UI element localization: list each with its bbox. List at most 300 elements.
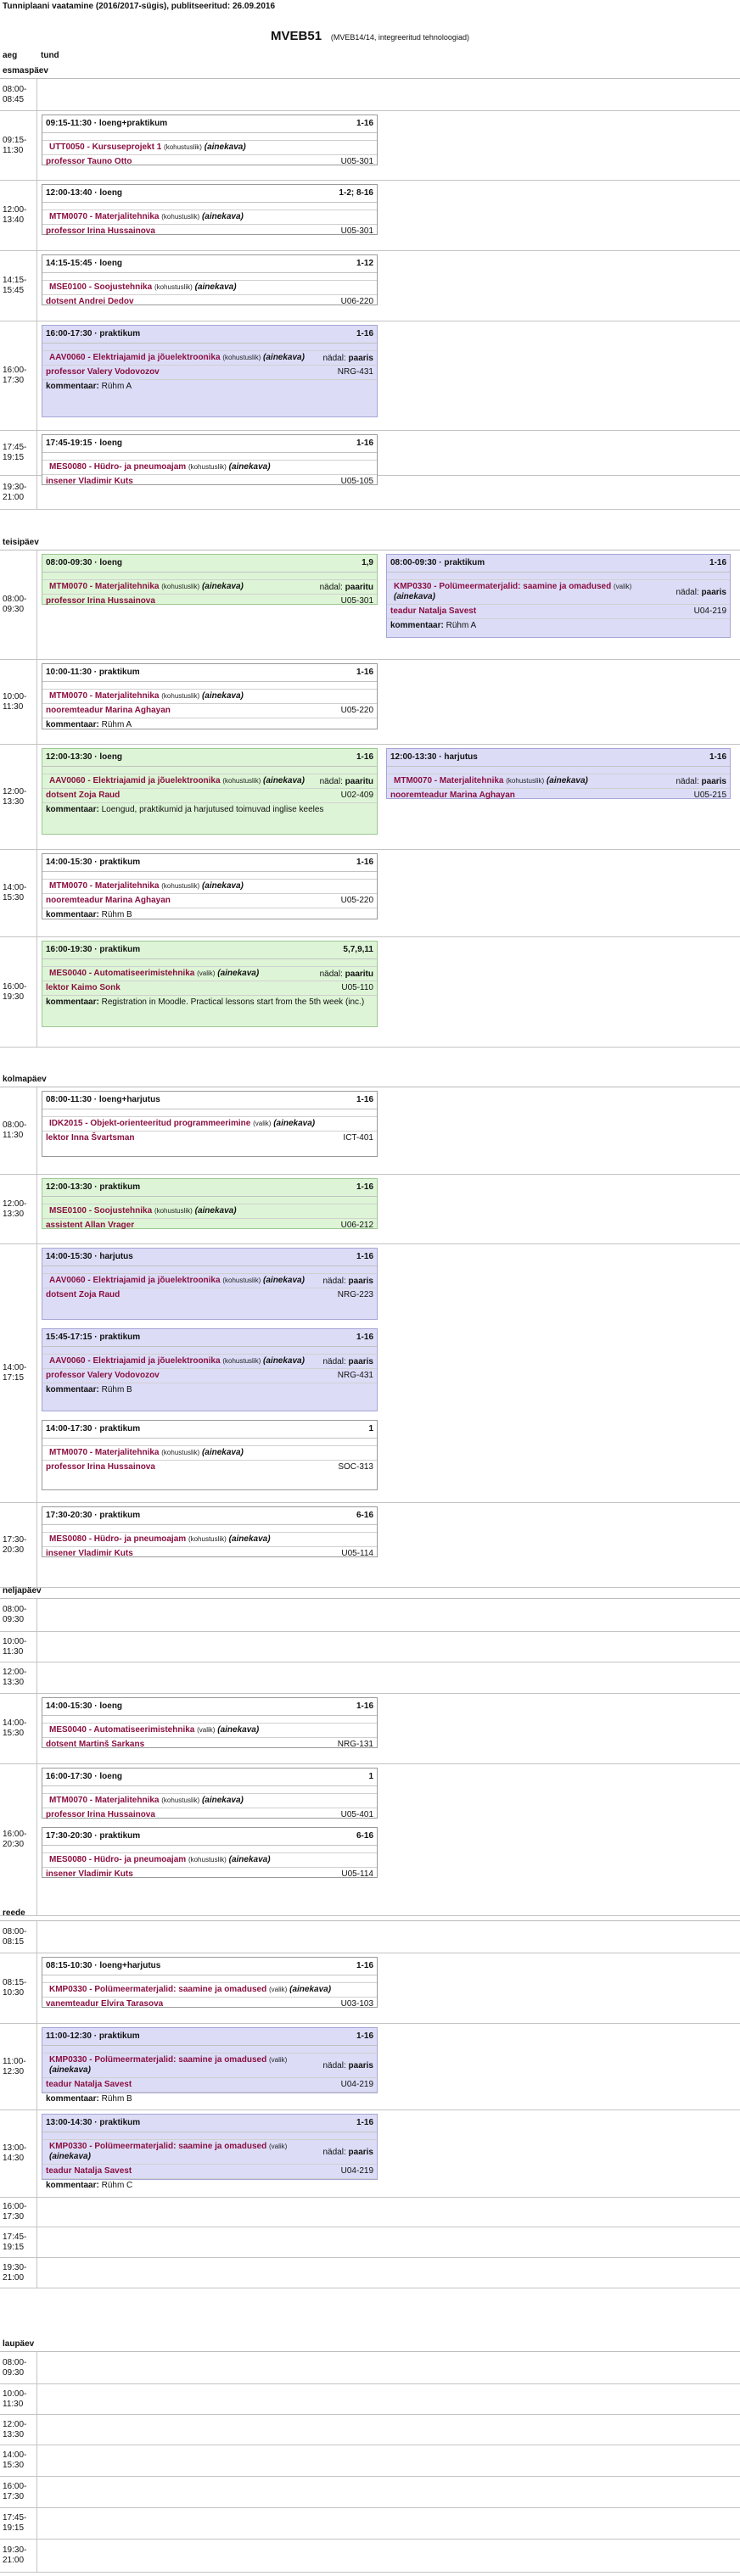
week-parity <box>315 777 373 786</box>
lesson-time-type: 14:00-15:30 · praktikum <box>46 858 141 867</box>
lesson-time-type: 17:30-20:30 · praktikum <box>46 1831 141 1841</box>
teacher-name[interactable]: dotsent Zoja Raud <box>46 791 121 800</box>
comment-label: kommentaar: <box>46 910 99 919</box>
room: ICT-401 <box>343 1133 373 1143</box>
teacher-name[interactable]: teadur Natalja Savest <box>46 2166 132 2176</box>
course-code-name[interactable]: KMP0330 - Polümeermaterjalid: saamine ja omadused <box>49 2055 267 2065</box>
course-ainekava-link[interactable]: (ainekava) <box>201 582 244 591</box>
lesson-card[interactable] <box>42 1248 378 1320</box>
course-code-name[interactable]: KMP0330 - Polümeermaterjalid: saamine ja omadused <box>49 2142 267 2151</box>
teacher-row <box>387 788 730 802</box>
teacher-row <box>42 2164 377 2178</box>
group-title <box>0 29 740 43</box>
comment-label: kommentaar: <box>46 720 99 729</box>
week-parity-value: paaris <box>701 776 726 786</box>
course-code-name[interactable]: MES0080 - Hüdro- ja pneumoajam <box>49 462 187 472</box>
lesson-card[interactable] <box>42 115 378 165</box>
course-code-name[interactable]: MTM0070 - Materjalitehnika <box>49 881 160 891</box>
lesson-card[interactable] <box>42 254 378 305</box>
room: U02-409 <box>340 791 373 800</box>
spacer <box>42 573 377 579</box>
lesson-time-type: 08:15-10:30 · loeng+harjutus <box>46 1961 161 1970</box>
lesson-time-type: 12:00-13:40 · loeng <box>46 188 123 198</box>
slot-time: 10:00- 11:30 <box>0 2384 37 2414</box>
column-header-lessons: tund <box>41 51 59 60</box>
week-parity-value: paaris <box>348 1356 373 1366</box>
lesson-weeks: 1,9 <box>362 558 373 567</box>
course-name[interactable] <box>49 1855 271 1865</box>
lesson-card[interactable] <box>42 1420 378 1490</box>
course-name[interactable] <box>49 282 237 293</box>
course-row <box>42 280 377 294</box>
lesson-card[interactable] <box>42 1827 378 1878</box>
week-parity <box>318 2061 374 2070</box>
lesson-card[interactable] <box>42 184 378 235</box>
course-kind: (kohustuslik) <box>154 283 193 291</box>
week-parity-value: paaris <box>701 587 726 597</box>
spacer <box>42 959 377 966</box>
slot-time: 12:00- 13:40 <box>0 181 37 250</box>
lesson-time-type: 08:00-09:30 · loeng <box>46 558 123 567</box>
week-label: nädal: <box>319 582 343 592</box>
slot-time: 11:00- 12:30 <box>0 2024 37 2109</box>
course-code-name[interactable]: KMP0330 - Polümeermaterjalid: saamine ja omadused <box>49 1985 267 1994</box>
slot-time: 10:00- 11:30 <box>0 660 37 744</box>
lesson-card[interactable] <box>42 325 378 417</box>
course-ainekava-link[interactable]: (ainekava) <box>201 1796 244 1805</box>
teacher-name[interactable]: professor Irina Hussainova <box>46 226 155 236</box>
lesson-header <box>42 1769 377 1786</box>
lesson-weeks: 1-16 <box>356 1961 373 1970</box>
course-name[interactable] <box>49 353 305 363</box>
week-parity <box>671 588 727 597</box>
lesson-card[interactable] <box>42 663 378 729</box>
room: U04-219 <box>340 2166 373 2176</box>
spacer <box>42 1266 377 1273</box>
lesson-header <box>42 854 377 872</box>
lesson-time-type: 14:00-15:30 · harjutus <box>46 1252 133 1261</box>
slot-time: 17:30- 20:30 <box>0 1503 37 1587</box>
week-parity-value: paaris <box>348 353 373 363</box>
comment-row <box>42 995 377 1009</box>
course-name[interactable] <box>49 1356 305 1366</box>
course-ainekava-link[interactable]: (ainekava) <box>217 969 260 978</box>
lesson-card[interactable] <box>386 748 731 799</box>
course-kind: (valik) <box>269 2143 288 2150</box>
slot-time: 19:30- 21:00 <box>0 2540 37 2572</box>
course-ainekava-link[interactable]: (ainekava) <box>263 1356 305 1366</box>
course-row <box>42 689 377 703</box>
week-parity-value: paaritu <box>345 969 373 979</box>
teacher-name[interactable]: dotsent Zoja Raud <box>46 1290 121 1299</box>
course-ainekava-link[interactable]: (ainekava) <box>194 282 237 292</box>
lesson-card[interactable] <box>42 1957 378 2008</box>
course-row <box>42 966 377 981</box>
course-ainekava-link[interactable]: (ainekava) <box>263 353 305 362</box>
lesson-weeks: 6-16 <box>356 1831 373 1841</box>
teacher-name[interactable]: insener Vladimir Kuts <box>46 477 133 486</box>
teacher-name[interactable]: professor Irina Hussainova <box>46 1810 155 1819</box>
comment-text: Registration in Moodle. Practical lessons start from the 5th week (inc.) <box>101 997 365 1007</box>
room: U05-114 <box>341 1549 373 1558</box>
course-name[interactable] <box>49 1985 331 1995</box>
teacher-name[interactable]: nooremteadur Marina Aghayan <box>46 706 171 715</box>
course-code-name[interactable]: IDK2015 - Objekt-orienteeritud programmeerimine <box>49 1119 251 1128</box>
course-name[interactable] <box>49 1796 244 1806</box>
course-code-name[interactable]: MTM0070 - Materjalitehnika <box>394 776 504 785</box>
slot-time: 08:00- 09:30 <box>0 550 37 659</box>
comment-label: kommentaar: <box>46 805 99 814</box>
room: U05-220 <box>340 896 373 905</box>
course-code-name[interactable]: MSE0100 - Soojustehnika <box>49 282 153 292</box>
lesson-header <box>387 749 730 767</box>
comment-row <box>42 802 377 816</box>
course-ainekava-link[interactable]: (ainekava) <box>201 691 244 701</box>
lesson-card[interactable] <box>42 1178 378 1229</box>
lesson-card[interactable] <box>42 1768 378 1819</box>
course-kind: (valik) <box>269 2056 288 2064</box>
slot-time: 16:00- 19:30 <box>0 937 37 1047</box>
course-code-name[interactable]: MTM0070 - Materjalitehnika <box>49 212 160 221</box>
week-parity <box>315 969 373 979</box>
course-code-name[interactable]: AAV0060 - Elektriajamid ja jõuelektroonika <box>49 776 221 785</box>
week-parity <box>315 583 373 592</box>
course-kind: (kohustuslik) <box>161 692 200 700</box>
spacer <box>42 872 377 879</box>
course-name[interactable] <box>49 776 305 786</box>
lesson-card[interactable] <box>42 1328 378 1411</box>
course-row <box>42 1982 377 1997</box>
slot-time: 14:15- 15:45 <box>0 251 37 321</box>
room: U05-105 <box>340 477 373 486</box>
room: U05-114 <box>341 1869 373 1879</box>
spacer <box>42 1716 377 1723</box>
teacher-name[interactable]: insener Vladimir Kuts <box>46 1869 133 1879</box>
teacher-name[interactable]: teadur Natalja Savest <box>46 2080 132 2089</box>
course-code-name[interactable]: AAV0060 - Elektriajamid ja jõuelektroonika <box>49 1276 221 1285</box>
day-header: reede <box>0 1905 740 1921</box>
course-ainekava-link[interactable]: (ainekava) <box>201 212 244 221</box>
lesson-header <box>42 749 377 767</box>
course-name[interactable] <box>49 691 244 701</box>
comment-text: Rühm C <box>101 2181 133 2190</box>
course-kind: (kohustuslik) <box>164 143 202 151</box>
week-label: nädal: <box>676 776 699 786</box>
course-kind: (valik) <box>269 1986 288 1993</box>
teacher-row <box>42 1997 377 2011</box>
teacher-name[interactable]: professor Valery Vodovozov <box>46 367 160 377</box>
comment-label: kommentaar: <box>46 382 99 391</box>
course-code-name[interactable]: MES0080 - Hüdro- ja pneumoajam <box>49 1534 187 1544</box>
course-row <box>42 1852 377 1867</box>
time-slot <box>0 79 740 111</box>
course-kind: (kohustuslik) <box>154 1207 193 1215</box>
course-kind: (kohustuslik) <box>222 1277 261 1284</box>
teacher-name[interactable]: dotsent Andrei Dedov <box>46 297 134 306</box>
slot-time: 14:00- 15:30 <box>0 2445 37 2476</box>
teacher-name[interactable]: professor Irina Hussainova <box>46 596 155 606</box>
lesson-card[interactable] <box>42 1506 378 1557</box>
teacher-name[interactable]: professor Valery Vodovozov <box>46 1371 160 1380</box>
course-kind: (valik) <box>253 1120 272 1127</box>
course-name[interactable] <box>49 462 271 472</box>
course-name[interactable] <box>49 1448 244 1458</box>
teacher-name[interactable]: teadur Natalja Savest <box>390 606 477 616</box>
lesson-card[interactable] <box>42 853 378 919</box>
course-row <box>42 1273 377 1288</box>
week-parity <box>318 354 374 363</box>
course-code-name[interactable]: MTM0070 - Materjalitehnika <box>49 1448 160 1457</box>
lesson-header <box>42 1329 377 1347</box>
teacher-name[interactable]: vanemteadur Elvira Tarasova <box>46 1999 164 2009</box>
course-kind: (kohustuslik) <box>161 1449 200 1456</box>
spacer <box>42 273 377 280</box>
comment-text: Rühm A <box>101 720 132 729</box>
spacer <box>42 1347 377 1354</box>
lesson-weeks: 1-16 <box>709 558 726 567</box>
time-slot <box>0 2508 740 2540</box>
lesson-header <box>42 185 377 203</box>
teacher-row <box>42 1368 377 1383</box>
course-ainekava-link[interactable]: (ainekava) <box>201 1448 244 1457</box>
course-kind: (valik) <box>614 583 632 590</box>
course-row <box>42 579 377 594</box>
spacer <box>42 1109 377 1116</box>
course-code-name[interactable]: MES0040 - Automatiseerimistehnika <box>49 1725 195 1735</box>
lesson-header <box>42 255 377 273</box>
course-ainekava-link[interactable]: (ainekava) <box>49 2065 91 2075</box>
time-slot <box>0 2227 740 2258</box>
time-slot <box>0 2110 740 2198</box>
teacher-row <box>42 893 377 908</box>
lesson-time-type: 14:00-15:30 · loeng <box>46 1702 123 1711</box>
course-code-name[interactable]: MTM0070 - Materjalitehnika <box>49 1796 160 1805</box>
course-kind: (kohustuslik) <box>161 882 200 890</box>
comment-label: kommentaar: <box>390 621 444 630</box>
time-slot <box>0 1503 740 1588</box>
spacer <box>42 1846 377 1852</box>
lesson-card[interactable] <box>42 2114 378 2190</box>
course-row <box>42 350 377 365</box>
course-code-name[interactable]: MTM0070 - Materjalitehnika <box>49 582 160 591</box>
time-slot <box>0 1087 740 1175</box>
course-name[interactable] <box>49 142 246 153</box>
course-row <box>387 774 730 788</box>
teacher-name[interactable]: lektor Kaimo Sonk <box>46 983 121 992</box>
spacer <box>42 682 377 689</box>
comment-row <box>42 2092 377 2105</box>
slot-time: 17:45- 19:15 <box>0 2227 37 2257</box>
course-row <box>42 1116 377 1131</box>
slot-time: 14:00- 17:15 <box>0 1244 37 1502</box>
course-code-name[interactable]: UTT0050 - Kursuseprojekt 1 <box>49 142 162 152</box>
lesson-header <box>42 1507 377 1525</box>
course-kind: (valik) <box>197 969 216 977</box>
course-code-name[interactable]: MSE0100 - Soojustehnika <box>49 1206 153 1215</box>
course-ainekava-link[interactable]: (ainekava) <box>263 1276 305 1285</box>
lesson-weeks: 1-16 <box>356 1095 373 1104</box>
lesson-header <box>42 2115 377 2132</box>
teacher-row <box>42 224 377 238</box>
course-name[interactable] <box>49 969 259 979</box>
lesson-header <box>42 2028 377 2046</box>
time-slot <box>0 431 740 486</box>
time-slot <box>0 2198 740 2227</box>
lesson-header <box>42 1092 377 1109</box>
teacher-row <box>42 788 377 802</box>
teacher-row <box>42 1131 377 1145</box>
week-parity <box>318 2148 374 2157</box>
slot-time: 14:00- 15:30 <box>0 1694 37 1763</box>
day-header: neljapäev <box>0 1583 740 1599</box>
course-ainekava-link[interactable]: (ainekava) <box>289 1985 332 1994</box>
room: U05-110 <box>341 983 373 992</box>
teacher-name[interactable]: professor Tauno Otto <box>46 157 132 166</box>
course-kind: (valik) <box>197 1726 216 1734</box>
lesson-header <box>42 115 377 133</box>
teacher-row <box>42 1808 377 1822</box>
course-ainekava-link[interactable]: (ainekava) <box>228 1534 271 1544</box>
course-name[interactable] <box>49 1725 259 1735</box>
time-slot <box>0 1764 740 1916</box>
lesson-time-type: 14:00-17:30 · praktikum <box>46 1424 141 1433</box>
room: U03-103 <box>340 1999 373 2009</box>
lesson-card[interactable] <box>42 554 378 605</box>
group-code: MVEB51 <box>271 29 322 43</box>
course-kind: (kohustuslik) <box>506 777 545 785</box>
teacher-name[interactable]: professor Irina Hussainova <box>46 1462 155 1472</box>
course-name[interactable] <box>49 582 244 592</box>
lesson-card[interactable] <box>42 1697 378 1748</box>
course-name[interactable] <box>49 2055 318 2076</box>
course-code-name[interactable]: MES0040 - Automatiseerimistehnika <box>49 969 195 978</box>
course-code-name[interactable]: AAV0060 - Elektriajamid ja jõuelektroonika <box>49 353 221 362</box>
lesson-weeks: 1-16 <box>356 2118 373 2127</box>
lesson-card[interactable] <box>386 554 731 638</box>
course-ainekava-link[interactable]: (ainekava) <box>273 1119 316 1128</box>
slot-time: 19:30- 21:00 <box>0 476 37 509</box>
course-ainekava-link[interactable]: (ainekava) <box>217 1725 260 1735</box>
course-code-name[interactable]: MES0080 - Hüdro- ja pneumoajam <box>49 1855 187 1864</box>
comment-label: kommentaar: <box>46 1385 99 1394</box>
slot-time: 12:00- 13:30 <box>0 1662 37 1693</box>
time-slot <box>0 2477 740 2508</box>
teacher-name[interactable]: insener Vladimir Kuts <box>46 1549 133 1558</box>
course-name[interactable] <box>49 212 244 222</box>
course-row <box>42 1532 377 1546</box>
spacer <box>42 1525 377 1532</box>
lesson-weeks: 1-16 <box>356 1333 373 1342</box>
comment-row <box>387 618 730 632</box>
teacher-name[interactable]: lektor Inna Švartsman <box>46 1133 135 1143</box>
course-ainekava-link[interactable]: (ainekava) <box>394 592 435 601</box>
lesson-weeks: 5,7,9,11 <box>343 945 373 954</box>
course-name[interactable] <box>394 582 671 602</box>
course-name[interactable] <box>49 1276 305 1286</box>
lesson-card[interactable] <box>42 941 378 1027</box>
lesson-card[interactable] <box>42 2027 378 2104</box>
course-name[interactable] <box>394 776 588 786</box>
spacer <box>42 1197 377 1204</box>
day-header: teisipäev <box>0 534 740 550</box>
lesson-header <box>42 1421 377 1439</box>
week-parity <box>318 1357 374 1366</box>
spacer <box>42 133 377 140</box>
course-ainekava-link[interactable]: (ainekava) <box>49 2152 91 2161</box>
lesson-time-type: 16:00-17:30 · praktikum <box>46 329 141 338</box>
course-code-name[interactable]: AAV0060 - Elektriajamid ja jõuelektroonika <box>49 1356 221 1366</box>
course-kind: (kohustuslik) <box>188 1535 227 1543</box>
course-row <box>42 2139 377 2164</box>
teacher-row <box>42 1218 377 1232</box>
course-name[interactable] <box>49 1206 237 1216</box>
course-row <box>42 210 377 224</box>
teacher-name[interactable]: assistent Allan Vrager <box>46 1221 135 1230</box>
course-name[interactable] <box>49 2142 318 2162</box>
course-name[interactable] <box>49 881 244 891</box>
course-row <box>42 1354 377 1368</box>
comment-text: Rühm B <box>101 1385 132 1394</box>
lesson-weeks: 1-16 <box>356 329 373 338</box>
lesson-header <box>42 1249 377 1266</box>
time-slot <box>0 2415 740 2445</box>
week-label: nädal: <box>319 969 343 979</box>
lesson-time-type: 09:15-11:30 · loeng+praktikum <box>46 119 168 128</box>
room: U05-220 <box>340 706 373 715</box>
course-ainekava-link[interactable]: (ainekava) <box>263 776 305 785</box>
course-row <box>387 579 730 604</box>
room: U06-212 <box>340 1221 373 1230</box>
slot-time: 13:00- 14:30 <box>0 2110 37 2197</box>
spacer <box>42 2046 377 2053</box>
course-kind: (kohustuslik) <box>188 1856 227 1864</box>
course-row <box>42 879 377 893</box>
lesson-weeks: 1-12 <box>356 259 373 268</box>
course-code-name[interactable]: MTM0070 - Materjalitehnika <box>49 691 160 701</box>
lesson-time-type: 13:00-14:30 · praktikum <box>46 2118 141 2127</box>
day-header: kolmapäev <box>0 1071 740 1087</box>
time-slot <box>0 550 740 660</box>
lesson-card[interactable] <box>42 748 378 835</box>
course-name[interactable] <box>49 1534 271 1545</box>
course-ainekava-link[interactable]: (ainekava) <box>228 1855 271 1864</box>
lesson-card[interactable] <box>42 1091 378 1157</box>
course-ainekava-link[interactable]: (ainekava) <box>194 1206 237 1215</box>
lesson-time-type: 14:15-15:45 · loeng <box>46 259 123 268</box>
lesson-time-type: 12:00-13:30 · harjutus <box>390 752 478 762</box>
teacher-name[interactable]: nooremteadur Marina Aghayan <box>390 791 515 800</box>
lesson-header <box>42 555 377 573</box>
room: U05-301 <box>340 596 373 606</box>
course-ainekava-link[interactable]: (ainekava) <box>204 142 246 152</box>
lesson-weeks: 1-16 <box>356 752 373 762</box>
course-name[interactable] <box>49 1119 315 1129</box>
lesson-weeks: 1-16 <box>356 1702 373 1711</box>
room: U04-219 <box>693 606 726 616</box>
teacher-name[interactable]: nooremteadur Marina Aghayan <box>46 896 171 905</box>
time-slot <box>0 2352 740 2384</box>
time-slot <box>0 1953 740 2024</box>
slot-time: 16:00- 17:30 <box>0 2198 37 2227</box>
course-ainekava-link[interactable]: (ainekava) <box>546 776 588 785</box>
course-code-name[interactable]: KMP0330 - Polümeermaterjalid: saamine ja omadused <box>394 582 612 591</box>
teacher-name[interactable]: dotsent Martinš Sarkans <box>46 1740 145 1749</box>
lesson-header <box>42 664 377 682</box>
course-ainekava-link[interactable]: (ainekava) <box>228 462 271 472</box>
course-ainekava-link[interactable]: (ainekava) <box>201 881 244 891</box>
teacher-row <box>42 1288 377 1302</box>
room: NRG-431 <box>337 1371 373 1380</box>
